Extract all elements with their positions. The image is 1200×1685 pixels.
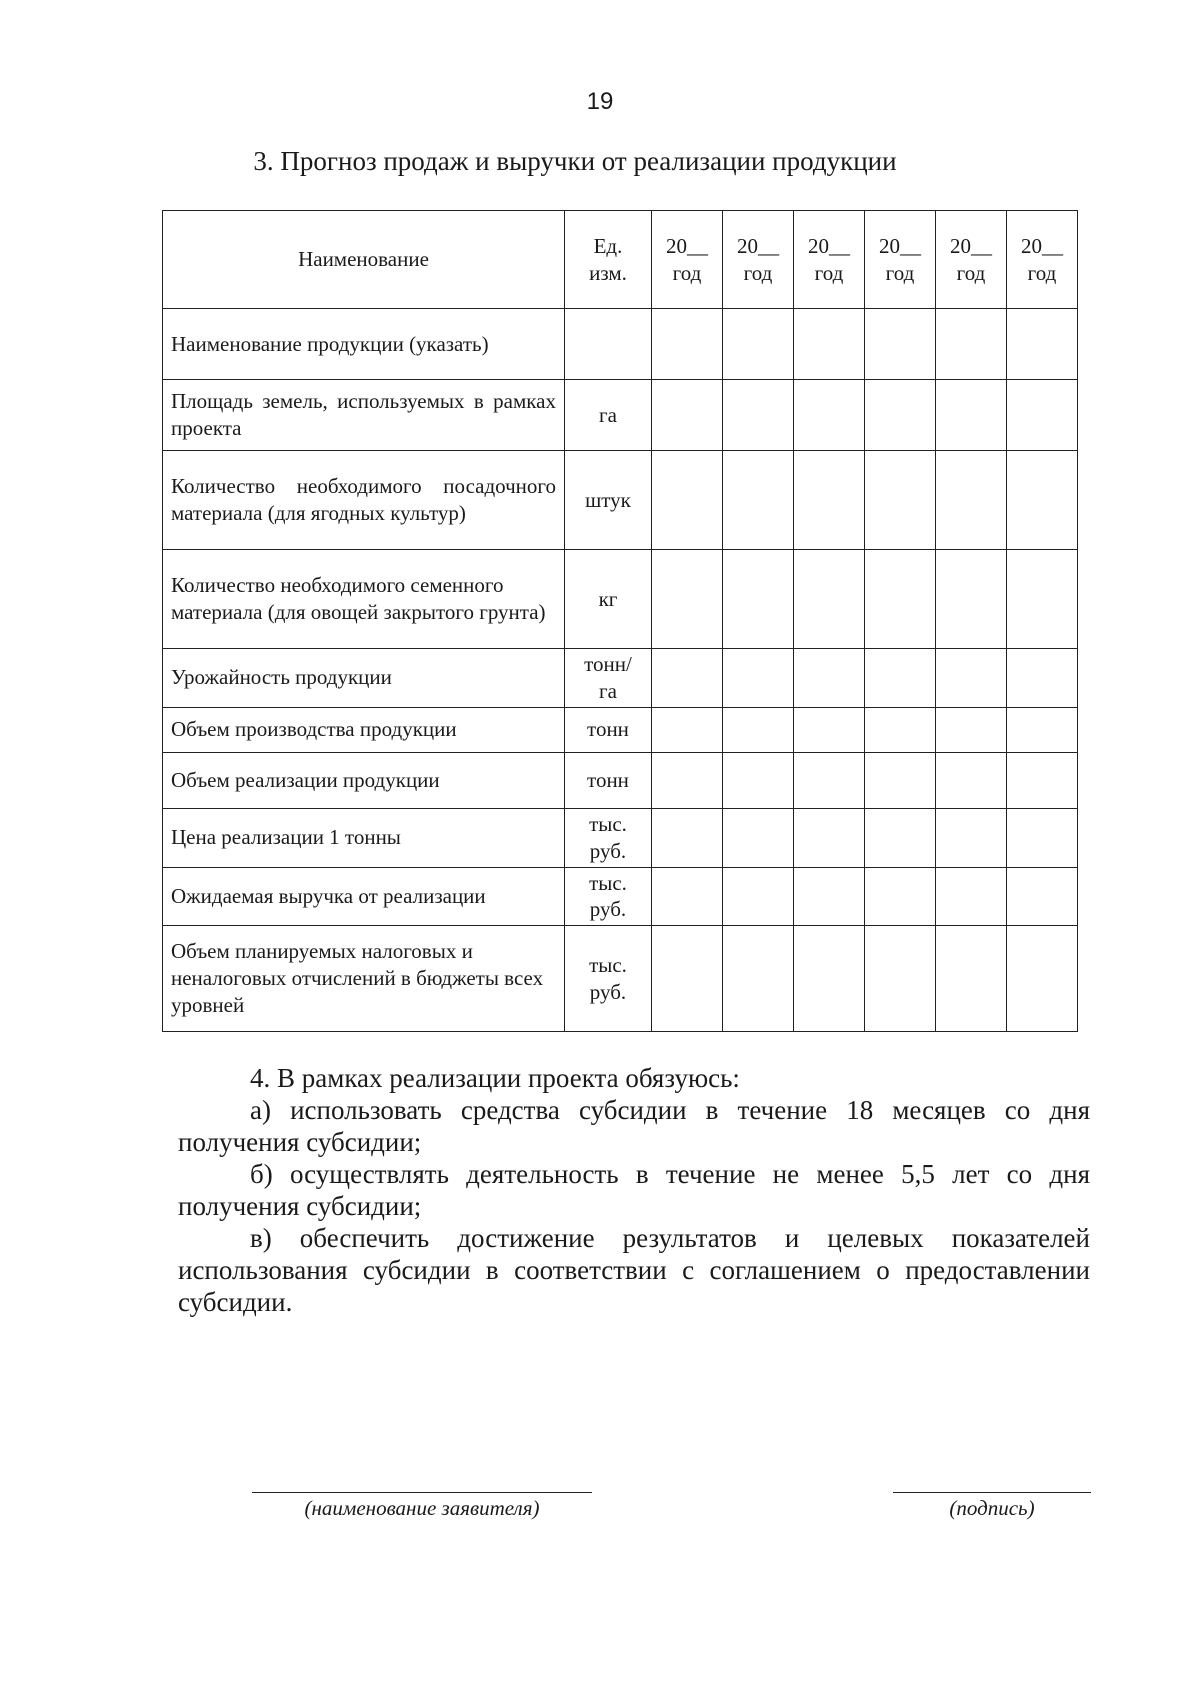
value-cell[interactable] xyxy=(936,867,1007,926)
commitment-item: в) обеспечить достижение результатов и целевых показателей использования субсидии в соответствии с соглашением о предоставлении субсидии. xyxy=(178,1223,1090,1317)
value-cell[interactable] xyxy=(865,309,936,380)
signature-caption: (подпись) xyxy=(949,1496,1035,1520)
value-cell[interactable] xyxy=(865,550,936,649)
section-title: 3. Прогноз продаж и выручки от реализации продукции xyxy=(253,146,897,176)
value-cell[interactable] xyxy=(865,707,936,752)
row-unit: тыс. руб. xyxy=(565,808,652,867)
table-row xyxy=(163,309,1078,380)
value-cell[interactable] xyxy=(794,451,865,550)
value-cell[interactable] xyxy=(1007,867,1078,926)
value-cell[interactable] xyxy=(936,451,1007,550)
value-cell[interactable] xyxy=(723,380,794,451)
row-name: Цена реализации 1 тонны xyxy=(163,808,565,867)
value-cell[interactable] xyxy=(723,707,794,752)
value-cell[interactable] xyxy=(1007,380,1078,451)
row-unit: кг xyxy=(565,550,652,649)
value-cell[interactable] xyxy=(723,550,794,649)
value-cell[interactable] xyxy=(1007,550,1078,649)
row-unit: штук xyxy=(565,451,652,550)
value-cell[interactable] xyxy=(1007,926,1078,1032)
value-cell[interactable] xyxy=(794,808,865,867)
table-row xyxy=(163,752,1078,808)
table-row xyxy=(163,380,1078,451)
header-year: 20__ год xyxy=(652,211,723,309)
table-row xyxy=(163,649,1078,708)
table-row xyxy=(163,926,1078,1032)
value-cell[interactable] xyxy=(652,867,723,926)
commitment-item: а) использовать средства субсидии в течение 18 месяцев со дня получения субсидии; xyxy=(178,1095,1090,1157)
table-row xyxy=(163,550,1078,649)
value-cell[interactable] xyxy=(1007,649,1078,708)
value-cell[interactable] xyxy=(652,380,723,451)
row-name: Объем реализации продукции xyxy=(163,752,565,808)
value-cell[interactable] xyxy=(723,752,794,808)
value-cell[interactable] xyxy=(936,752,1007,808)
table-row xyxy=(163,451,1078,550)
header-unit: Ед. изм. xyxy=(565,211,652,309)
value-cell[interactable] xyxy=(723,649,794,708)
value-cell[interactable] xyxy=(794,926,865,1032)
value-cell[interactable] xyxy=(1007,451,1078,550)
row-unit: тыс. руб. xyxy=(565,867,652,926)
value-cell[interactable] xyxy=(723,808,794,867)
value-cell[interactable] xyxy=(652,926,723,1032)
value-cell[interactable] xyxy=(652,808,723,867)
value-cell[interactable] xyxy=(936,309,1007,380)
value-cell[interactable] xyxy=(1007,752,1078,808)
value-cell[interactable] xyxy=(1007,808,1078,867)
value-cell[interactable] xyxy=(652,649,723,708)
forecast-table xyxy=(162,210,1078,1032)
value-cell[interactable] xyxy=(865,649,936,708)
value-cell[interactable] xyxy=(794,380,865,451)
value-cell[interactable] xyxy=(865,926,936,1032)
value-cell[interactable] xyxy=(723,451,794,550)
header-year: 20__ год xyxy=(936,211,1007,309)
value-cell[interactable] xyxy=(652,707,723,752)
row-name: Объем планируемых налоговых и неналоговых отчислений в бюджеты всех уровней xyxy=(163,926,565,1032)
value-cell[interactable] xyxy=(936,550,1007,649)
row-name: Объем производства продукции xyxy=(163,707,565,752)
value-cell[interactable] xyxy=(794,309,865,380)
value-cell[interactable] xyxy=(865,451,936,550)
row-unit: га xyxy=(565,380,652,451)
applicant-caption: (наименование заявителя) xyxy=(304,1496,540,1520)
row-name: Урожайность продукции xyxy=(163,649,565,708)
header-year: 20__ год xyxy=(865,211,936,309)
row-unit: тонн/ га xyxy=(565,649,652,708)
row-name: Количество необходимого посадочного материала (для ягодных культур) xyxy=(163,451,565,550)
value-cell[interactable] xyxy=(865,752,936,808)
value-cell[interactable] xyxy=(794,550,865,649)
table-row xyxy=(163,808,1078,867)
header-year: 20__ год xyxy=(1007,211,1078,309)
row-unit xyxy=(565,309,652,380)
row-name: Наименование продукции (указать) xyxy=(163,309,565,380)
row-unit: тонн xyxy=(565,707,652,752)
value-cell[interactable] xyxy=(936,380,1007,451)
header-year: 20__ год xyxy=(723,211,794,309)
commitments-section xyxy=(178,1062,1090,1318)
value-cell[interactable] xyxy=(865,867,936,926)
row-name: Ожидаемая выручка от реализации xyxy=(163,867,565,926)
value-cell[interactable] xyxy=(865,380,936,451)
applicant-signature-line[interactable] xyxy=(252,1492,592,1493)
value-cell[interactable] xyxy=(723,867,794,926)
value-cell[interactable] xyxy=(652,309,723,380)
commitments-heading: 4. В рамках реализации проекта обязуюсь: xyxy=(250,1063,740,1093)
value-cell[interactable] xyxy=(652,752,723,808)
value-cell[interactable] xyxy=(652,451,723,550)
value-cell[interactable] xyxy=(794,867,865,926)
header-name: Наименование xyxy=(163,211,565,309)
table-row xyxy=(163,867,1078,926)
value-cell[interactable] xyxy=(794,752,865,808)
value-cell[interactable] xyxy=(1007,309,1078,380)
row-name: Площадь земель, используемых в рамках проекта xyxy=(163,380,565,451)
value-cell[interactable] xyxy=(936,707,1007,752)
value-cell[interactable] xyxy=(1007,707,1078,752)
commitment-item: б) осуществлять деятельность в течение не менее 5,5 лет со дня получения субсидии; xyxy=(178,1159,1090,1221)
row-unit: тонн xyxy=(565,752,652,808)
signature-line[interactable] xyxy=(893,1492,1091,1493)
value-cell[interactable] xyxy=(936,926,1007,1032)
row-name: Количество необходимого семенного материала (для овощей закрытого грунта) xyxy=(163,550,565,649)
value-cell[interactable] xyxy=(936,808,1007,867)
value-cell[interactable] xyxy=(936,649,1007,708)
value-cell[interactable] xyxy=(794,707,865,752)
value-cell[interactable] xyxy=(652,550,723,649)
value-cell[interactable] xyxy=(794,649,865,708)
header-year: 20__ год xyxy=(794,211,865,309)
table-row xyxy=(163,707,1078,752)
table-header-row xyxy=(163,211,1078,309)
value-cell[interactable] xyxy=(865,808,936,867)
value-cell[interactable] xyxy=(723,309,794,380)
value-cell[interactable] xyxy=(723,926,794,1032)
page-number: 19 xyxy=(586,88,614,115)
row-unit: тыс. руб. xyxy=(565,926,652,1032)
